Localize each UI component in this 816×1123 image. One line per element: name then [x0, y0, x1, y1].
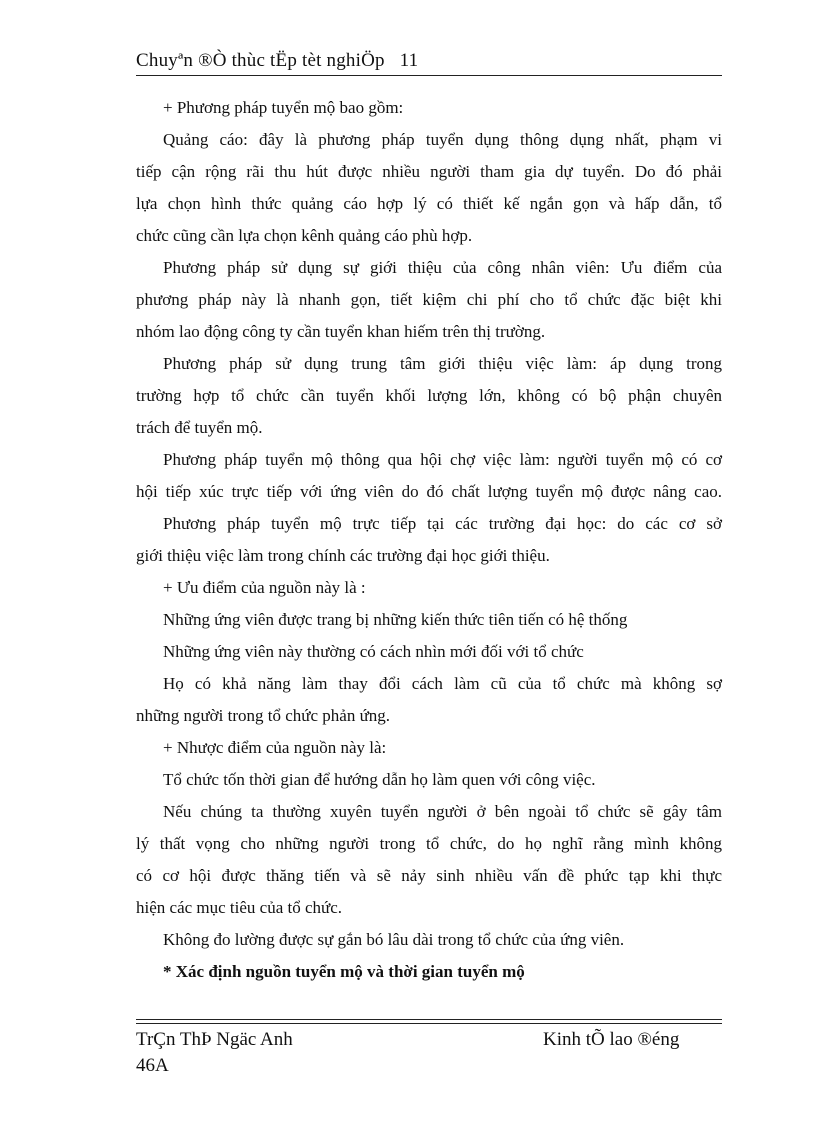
text-line: Những ứng viên được trang bị những kiến thức tiên tiến có hệ thống	[163, 610, 628, 629]
text-line: trường hợp tổ chức cần tuyển khối lượng lớn, không có bộ phận chuyên	[136, 386, 722, 405]
text-line: Quảng cáo: đây là phương pháp tuyển dụng thông dụng nhất, phạm vi	[163, 130, 722, 149]
text-line: lý thất vọng cho những người trong tổ chức, do họ nghĩ rằng mình không	[136, 834, 722, 853]
text-line: giới thiệu việc làm trong chính các trường đại học giới thiệu.	[136, 546, 550, 565]
text-line: lựa chọn hình thức quảng cáo hợp lý có thiết kế ngắn gọn và hấp dẫn, tổ	[136, 194, 722, 213]
text-line: phương pháp này là nhanh gọn, tiết kiệm chi phí cho tổ chức đặc biệt khi	[136, 290, 722, 309]
footer-author-class: 46A	[136, 1055, 169, 1076]
text-line: có cơ hội được thăng tiến và sẽ nảy sinh nhiều vấn đề phức tạp khi thực	[136, 866, 722, 885]
text-line: chức cũng cần lựa chọn kênh quảng cáo phù hợp.	[136, 226, 473, 245]
text-line: + Ưu điểm của nguồn này là :	[163, 578, 366, 597]
text-line: + Nhược điểm của nguồn này là:	[163, 738, 387, 757]
text-line: hội tiếp xúc trực tiếp với ứng viên do đó chất lượng tuyển mộ được nâng cao.	[136, 482, 722, 501]
header-title: Chuyªn ®Ò thùc tËp tèt nghiÖp	[136, 50, 385, 71]
text-line: Tổ chức tốn thời gian để hướng dẫn họ làm quen với công việc.	[163, 770, 596, 789]
page-header	[136, 50, 722, 72]
footer-author-name: TrÇn ThÞ Ngäc Anh	[136, 1029, 293, 1050]
footer-department: Kinh tÕ lao ®éng	[543, 1029, 680, 1050]
footer-rule-top	[136, 1019, 722, 1020]
text-line: tiếp cận rộng rãi thu hút được nhiều người tham gia dự tuyển. Do đó phải	[136, 162, 722, 181]
text-line: trách để tuyển mộ.	[136, 418, 263, 437]
text-line: hiện các mục tiêu của tổ chức.	[136, 898, 343, 917]
text-line: Những ứng viên này thường có cách nhìn mới đối với tổ chức	[163, 642, 584, 661]
text-line: Phương pháp sử dụng sự giới thiệu của công nhân viên: Ưu điểm của	[163, 258, 722, 277]
header-page-number: 11	[399, 50, 419, 71]
text-line: Phương pháp sử dụng trung tâm giới thiệu việc làm: áp dụng trong	[163, 354, 722, 373]
text-line: Phương pháp tuyển mộ trực tiếp tại các trường đại học: do các cơ sở	[163, 514, 722, 533]
text-line: những người trong tổ chức phản ứng.	[136, 706, 391, 725]
footer-author	[136, 1027, 293, 1079]
header-rule	[136, 75, 722, 76]
text-line: Họ có khả năng làm thay đổi cách làm cũ của tổ chức mà không sợ	[163, 674, 722, 693]
footer-rule-bottom	[136, 1023, 722, 1024]
body-text	[136, 92, 722, 988]
text-line: nhóm lao động công ty cần tuyển khan hiếm trên thị trường.	[136, 322, 546, 341]
text-line: + Phương pháp tuyển mộ bao gồm:	[163, 98, 404, 117]
text-line: Phương pháp tuyển mộ thông qua hội chợ việc làm: người tuyển mộ có cơ	[163, 450, 722, 469]
text-line: * Xác định nguồn tuyển mộ và thời gian tuyển mộ	[163, 962, 525, 981]
text-line: Nếu chúng ta thường xuyên tuyển người ở bên ngoài tổ chức sẽ gây tâm	[163, 802, 722, 821]
text-line: Không đo lường được sự gắn bó lâu dài trong tổ chức của ứng viên.	[163, 930, 625, 949]
